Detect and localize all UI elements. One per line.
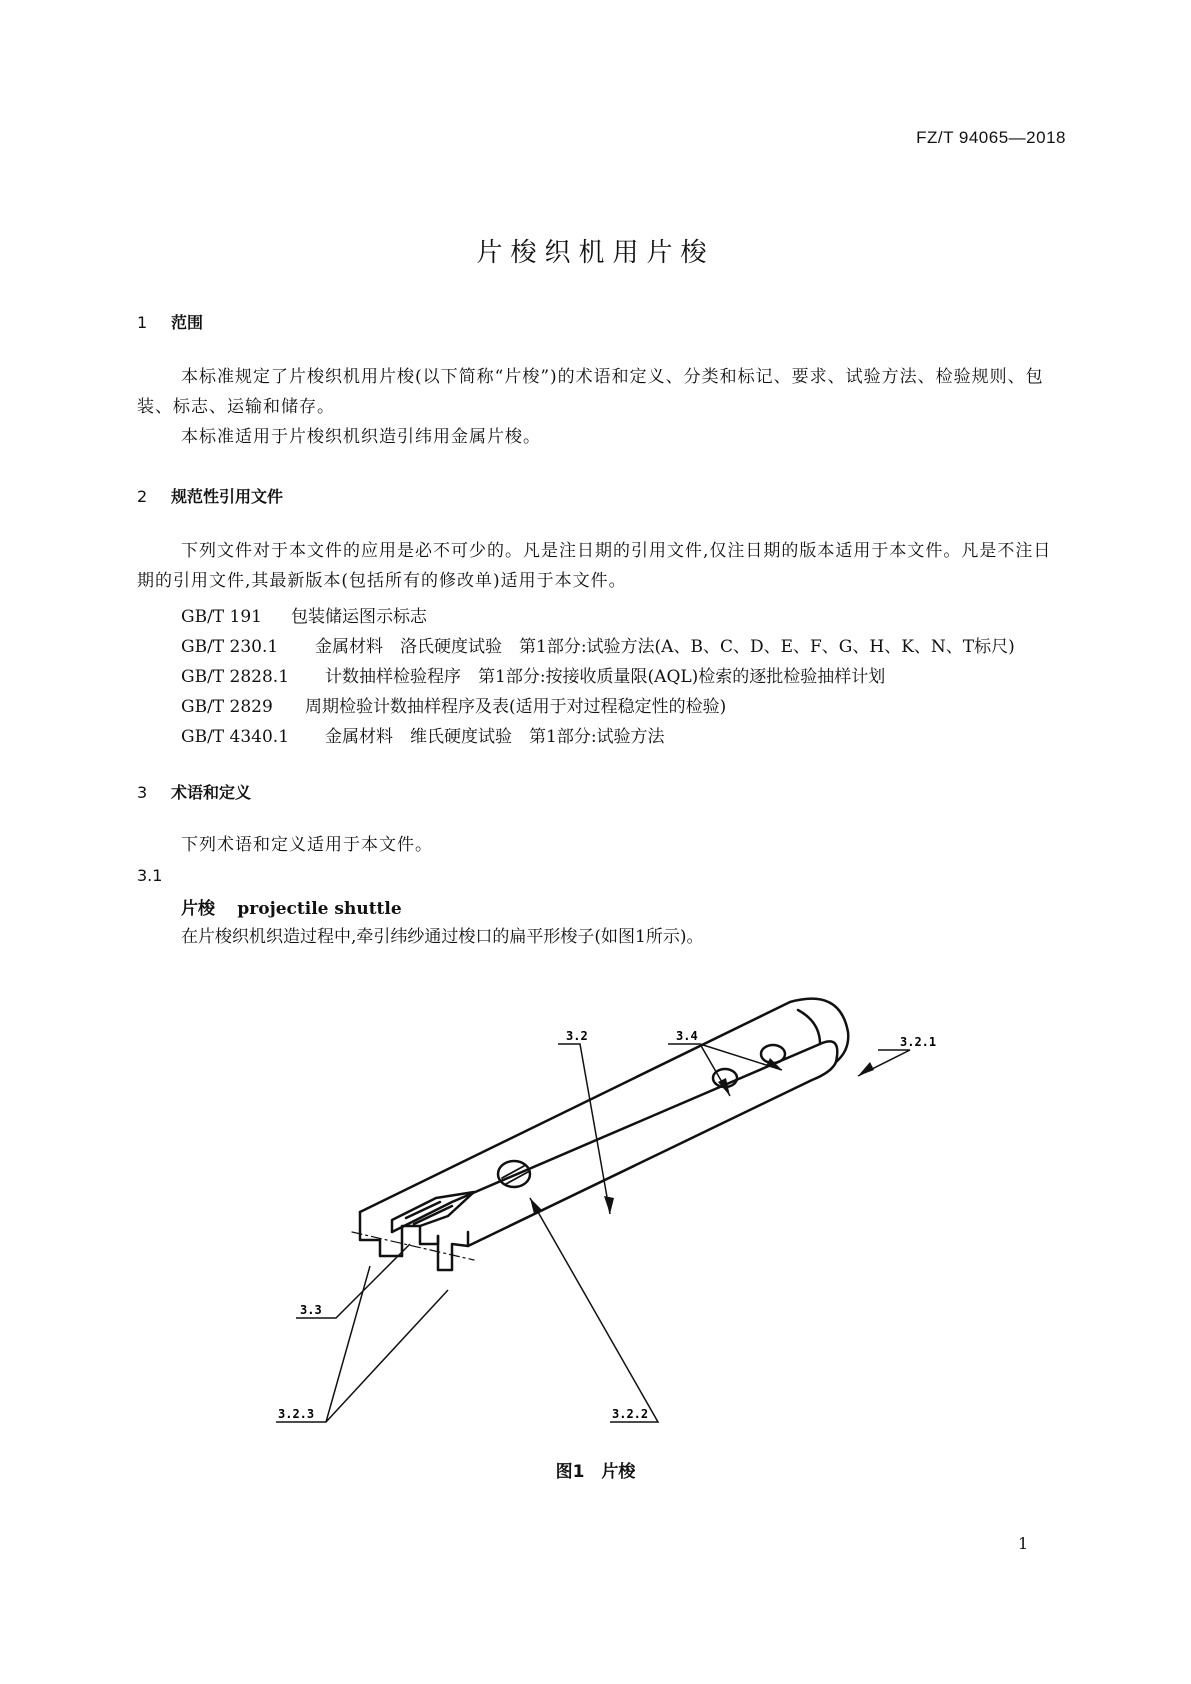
reference-title: 周期检验计数抽样程序及表(适用于对过程稳定性的检验) [305, 697, 727, 717]
label-3-4: 3.4 [676, 1029, 698, 1043]
section-title: 术语和定义 [171, 783, 252, 802]
reference-code: GB/T 2828.1 [181, 667, 290, 687]
paragraph: 本标准适用于片梭织机织造引纬用金属片梭。 [181, 427, 541, 447]
shuttle-mid-edge [392, 1041, 837, 1232]
page-number: 1 [1018, 1534, 1029, 1553]
label-3-2-1: 3.2.1 [900, 1035, 937, 1049]
paragraph: 下列文件对于本文件的应用是必不可少的。凡是注日期的引用文件,仅注日期的版本适用于本文件。凡是不注日期的引用文件,其最新版本(包括所有的修改单)适用于本文件。 [137, 541, 1052, 591]
section-title: 范围 [171, 313, 204, 332]
figure-caption: 图1 片梭 [555, 1462, 636, 1482]
document-title: 片梭织机用片梭 [476, 238, 715, 268]
paragraph: 下列术语和定义适用于本文件。 [181, 835, 433, 855]
section-title: 规范性引用文件 [171, 487, 284, 506]
term-number: 3.1 [137, 866, 163, 885]
leader-3-2 [558, 1044, 610, 1214]
reference-code: GB/T 191 [181, 607, 262, 627]
label-3-3: 3.3 [300, 1303, 322, 1317]
reference-title: 包装储运图示标志 [291, 607, 427, 627]
reference-title: 金属材料 维氏硬度试验 第1部分:试验方法 [325, 727, 665, 747]
leader-3-2-3 [276, 1266, 448, 1422]
standard-code: FZ/T 94065—2018 [916, 128, 1066, 147]
reference-code: GB/T 230.1 [181, 637, 279, 657]
leader-3-2-2 [530, 1198, 658, 1422]
paragraph: 本标准规定了片梭织机用片梭(以下简称“片梭”)的术语和定义、分类和标记、要求、试验方法、检验规则、包装、标志、运输和储存。 [137, 367, 1044, 417]
term-zh: 片梭 [181, 899, 215, 919]
reference-title: 金属材料 洛氏硬度试验 第1部分:试验方法(A、B、C、D、E、F、G、H、K、N、T标尺) [315, 637, 1015, 657]
rear-jaw-right [438, 1232, 468, 1270]
label-3-2: 3.2 [566, 1029, 588, 1043]
term-en: projectile shuttle [237, 899, 402, 919]
shuttle-bottom-edge [468, 1062, 836, 1246]
section-number: 3 [137, 783, 148, 802]
label-3-2-3: 3.2.3 [278, 1407, 315, 1421]
reference-title: 计数抽样检验程序 第1部分:按接收质量限(AQL)检索的逐批检验抽样计划 [325, 667, 886, 687]
rear-jaw-mid [402, 1226, 438, 1256]
shuttle-nose-curve [798, 1010, 820, 1044]
reference-code: GB/T 4340.1 [181, 727, 290, 747]
section-number: 2 [137, 487, 148, 506]
label-3-2-2: 3.2.2 [612, 1407, 649, 1421]
term-definition: 在片梭织机织造过程中,牵引纬纱通过梭口的扁平形梭子(如图1所示)。 [181, 927, 704, 947]
reference-code: GB/T 2829 [181, 697, 273, 717]
section-number: 1 [137, 313, 148, 332]
